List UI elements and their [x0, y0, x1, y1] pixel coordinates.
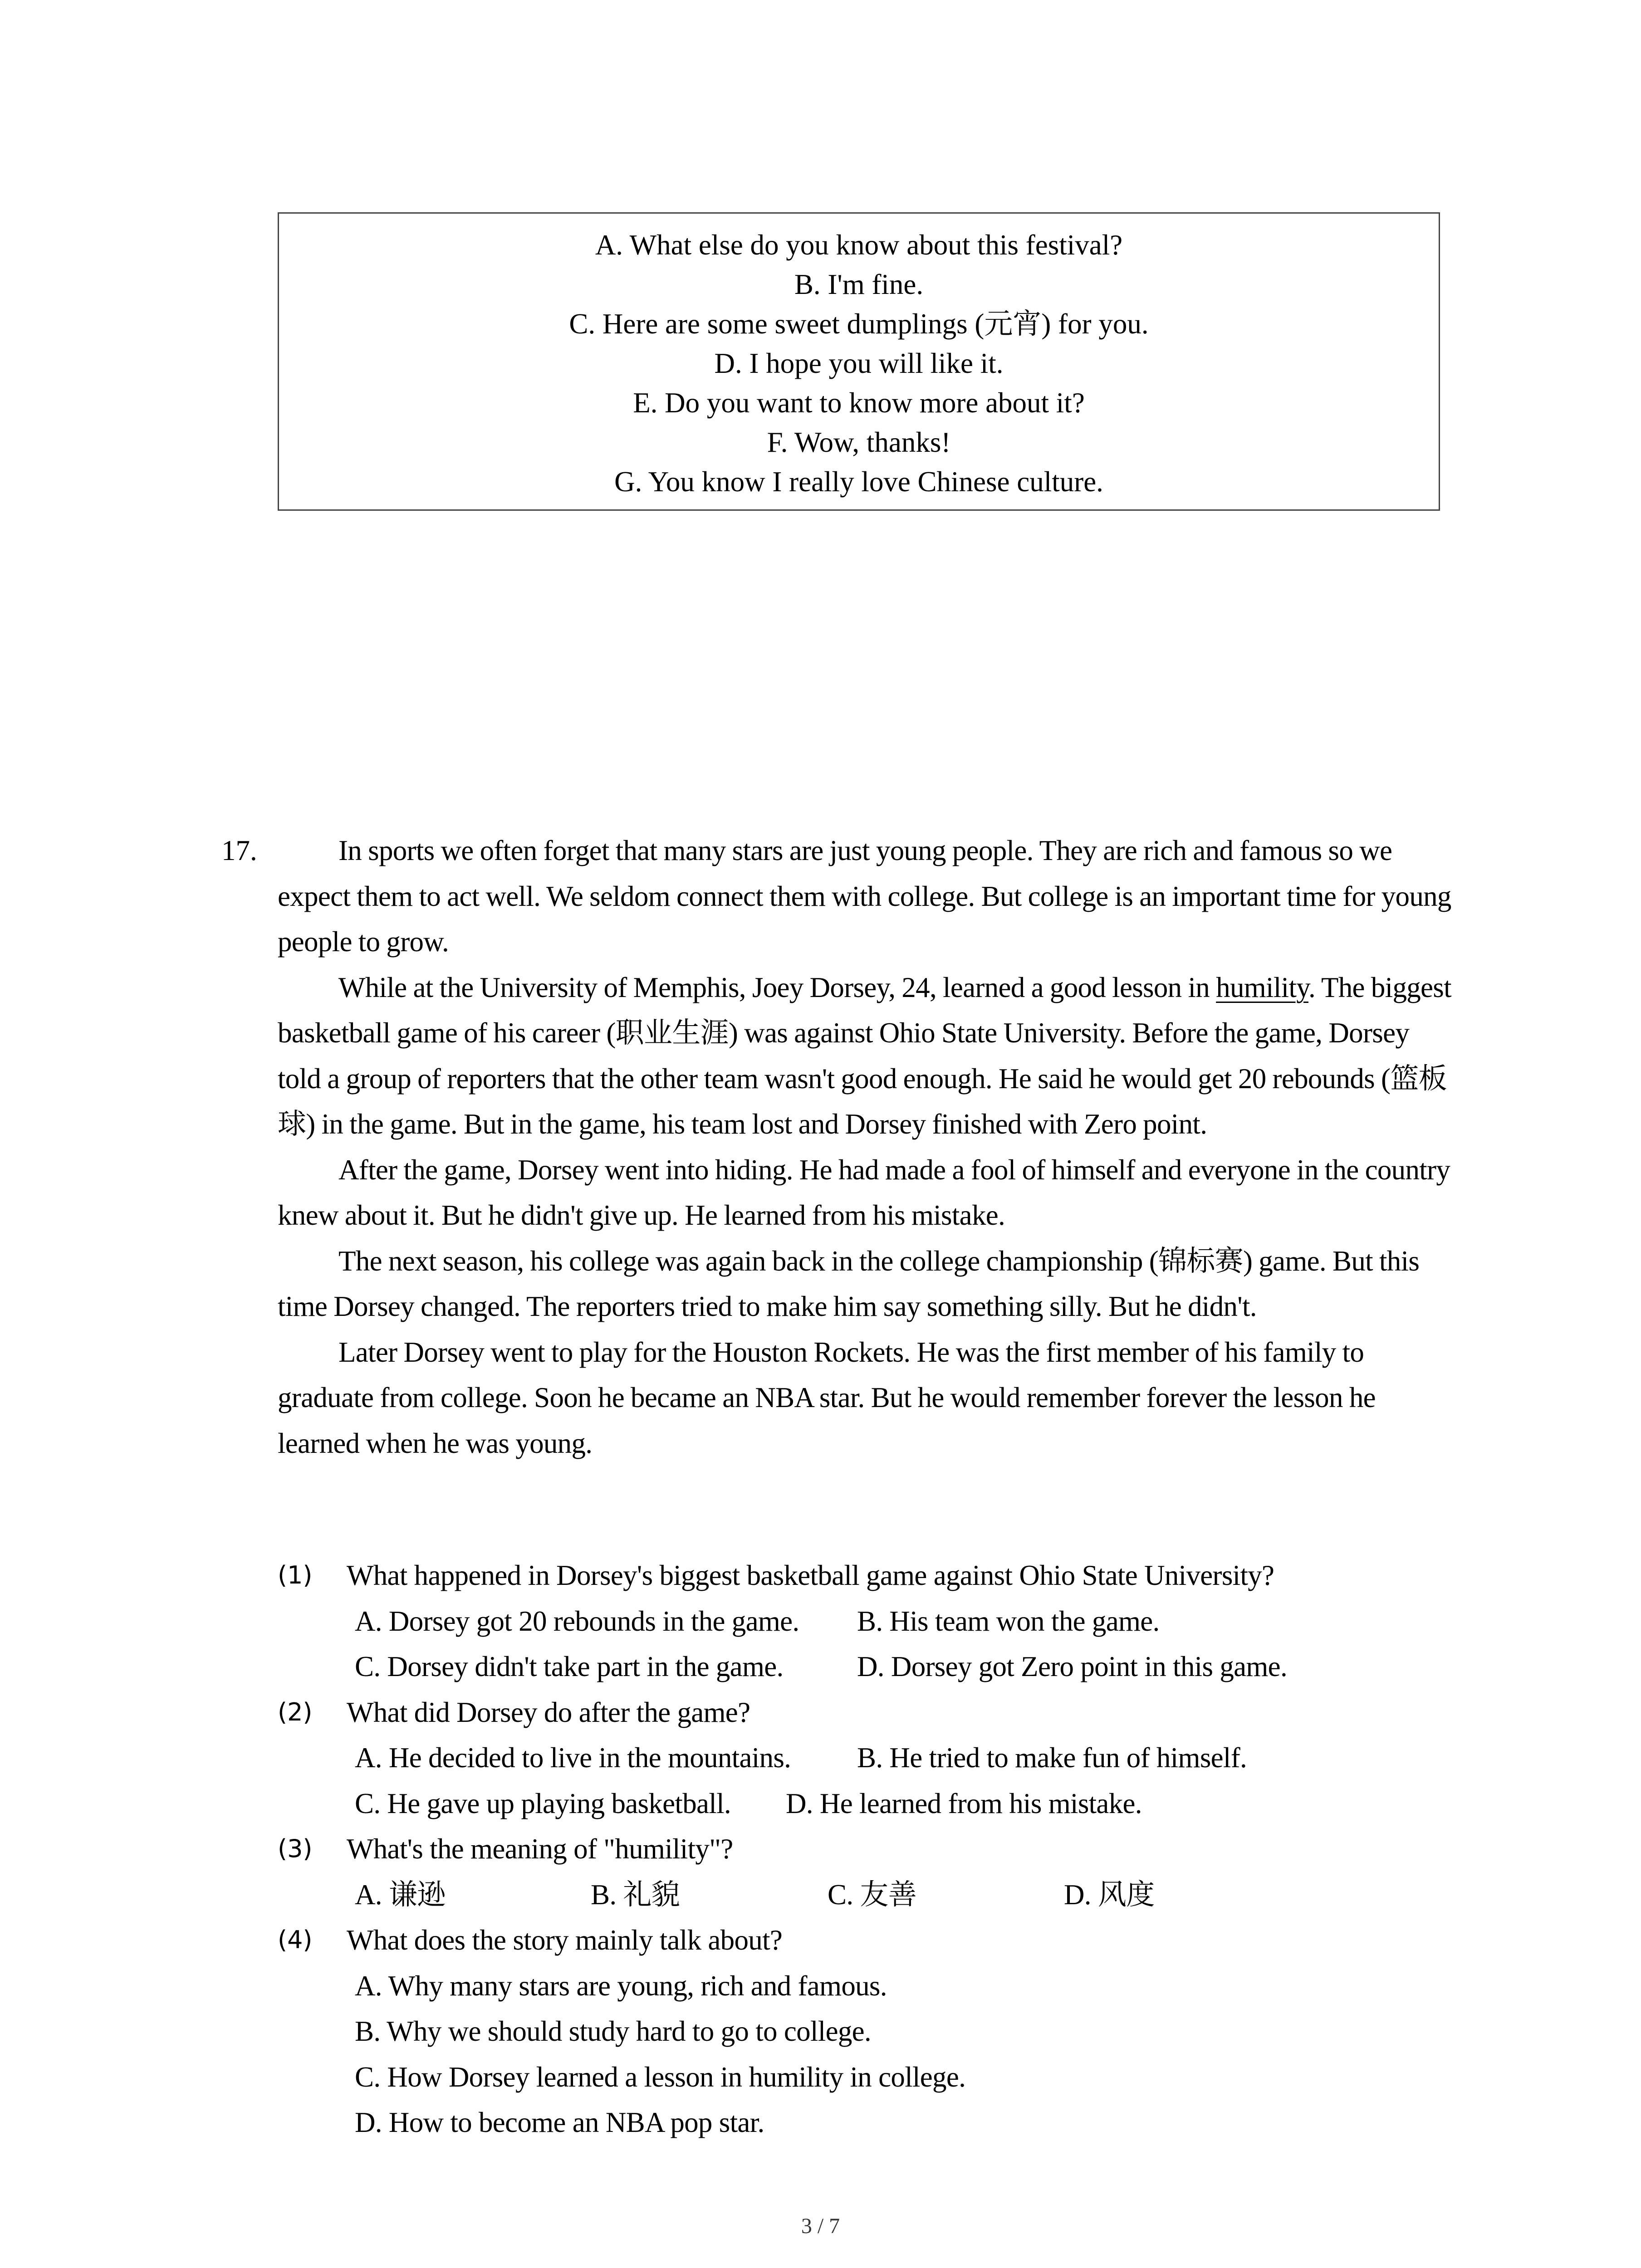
choice[interactable]: B. Why we should study hard to go to college.: [355, 2015, 871, 2047]
question-3: [278, 1826, 1457, 1872]
choice[interactable]: A. He decided to live in the mountains.: [355, 1742, 791, 1774]
option-a: A. What else do you know about this festival?: [595, 229, 1123, 261]
choice[interactable]: D. Dorsey got Zero point in this game.: [857, 1651, 1287, 1682]
choice[interactable]: D. 风度: [1064, 1878, 1155, 1911]
paragraph-5: Later Dorsey went to play for the Houston Rockets. He was the first member of his family to graduate from college. Soon he became an NBA star. But he would remember forever the lesson he learned when he was young.: [278, 1336, 1376, 1459]
question-4-choice-a: [278, 1963, 1457, 2009]
question-4-choice-d: [278, 2100, 1457, 2146]
choice[interactable]: A. Why many stars are young, rich and famous.: [355, 1970, 887, 2002]
choice[interactable]: A. Dorsey got 20 rebounds in the game.: [355, 1605, 799, 1637]
question-2-number: (2): [278, 1697, 313, 1726]
options-box: [278, 212, 1440, 511]
choice[interactable]: B. He tried to make fun of himself.: [857, 1742, 1247, 1774]
underlined-word-humility: humility: [1216, 971, 1308, 1003]
choice[interactable]: C. How Dorsey learned a lesson in humility in college.: [355, 2061, 966, 2093]
option-d: D. I hope you will like it.: [714, 347, 1004, 379]
paragraph-2: [278, 965, 1453, 1147]
option-c: C. Here are some sweet dumplings (元宵) for you.: [569, 308, 1149, 340]
question-1: [278, 1553, 1457, 1598]
paragraph-2-rest: . The biggest basketball game of his career (职业生涯) was against Ohio State University. Before the game, Dorsey told a group of reporters that the other team wasn't good enough. He said he would get 20 rebounds (篮板球) in the game. But in the game, his team lost and Dorsey finished with Zero point.: [278, 971, 1451, 1140]
option-b: B. I'm fine.: [794, 269, 924, 300]
choice[interactable]: B. 礼貌: [591, 1878, 680, 1911]
choice[interactable]: C. He gave up playing basketball.: [355, 1787, 731, 1819]
question-1-choices-row-1: [278, 1598, 1457, 1644]
question-number: 17.: [221, 835, 257, 866]
paragraph-1: In sports we often forget that many stars are just young people. They are rich and famous so we expect them to act well. We seldom connect them with college. But college is an important time for young people to grow.: [278, 835, 1451, 958]
question-2-text: What did Dorsey do after the game?: [347, 1696, 750, 1728]
question-4: [278, 1917, 1457, 1963]
choice[interactable]: D. How to become an NBA pop star.: [355, 2107, 764, 2138]
paragraph-3: After the game, Dorsey went into hiding. He had made a fool of himself and everyone in the country knew about it. But he didn't give up. He learned from his mistake.: [278, 1154, 1450, 1231]
question-3-choices-row-1: [278, 1872, 1457, 1918]
paragraph-2-start: While at the University of Memphis, Joey Dorsey, 24, learned a good lesson in: [338, 971, 1216, 1003]
question-4-choice-b: [278, 2009, 1457, 2054]
question-4-text: What does the story mainly talk about?: [347, 1924, 783, 1956]
page-number: 3 / 7: [801, 2214, 840, 2238]
question-2-choices-row-1: [278, 1735, 1457, 1781]
questions-list: [278, 1553, 1457, 2146]
reading-passage: [278, 828, 1453, 1466]
question-1-text: What happened in Dorsey's biggest basketball game against Ohio State University?: [347, 1559, 1274, 1591]
question-3-text: What's the meaning of "humility"?: [347, 1833, 733, 1865]
option-e: E. Do you want to know more about it?: [633, 387, 1085, 419]
choice[interactable]: C. Dorsey didn't take part in the game.: [355, 1651, 784, 1682]
question-4-number: (4): [278, 1926, 313, 1954]
choice[interactable]: B. His team won the game.: [857, 1605, 1160, 1637]
question-1-choices-row-2: [278, 1644, 1457, 1690]
choice[interactable]: C. 友善: [828, 1878, 917, 1911]
question-2-choices-row-2: [278, 1781, 1457, 1827]
choice[interactable]: D. He learned from his mistake.: [786, 1787, 1142, 1819]
paragraph-4: The next season, his college was again back in the college championship (锦标赛) game. But this time Dorsey changed. The reporters tried to make him say something silly. But he didn't.: [278, 1245, 1420, 1322]
question-1-number: (1): [278, 1561, 313, 1589]
question-4-choice-c: [278, 2054, 1457, 2100]
option-f: F. Wow, thanks!: [767, 426, 951, 458]
question-3-number: (3): [278, 1834, 313, 1863]
question-2: [278, 1690, 1457, 1735]
option-g: G. You know I really love Chinese culture.: [614, 466, 1103, 498]
choice[interactable]: A. 谦逊: [355, 1878, 446, 1911]
